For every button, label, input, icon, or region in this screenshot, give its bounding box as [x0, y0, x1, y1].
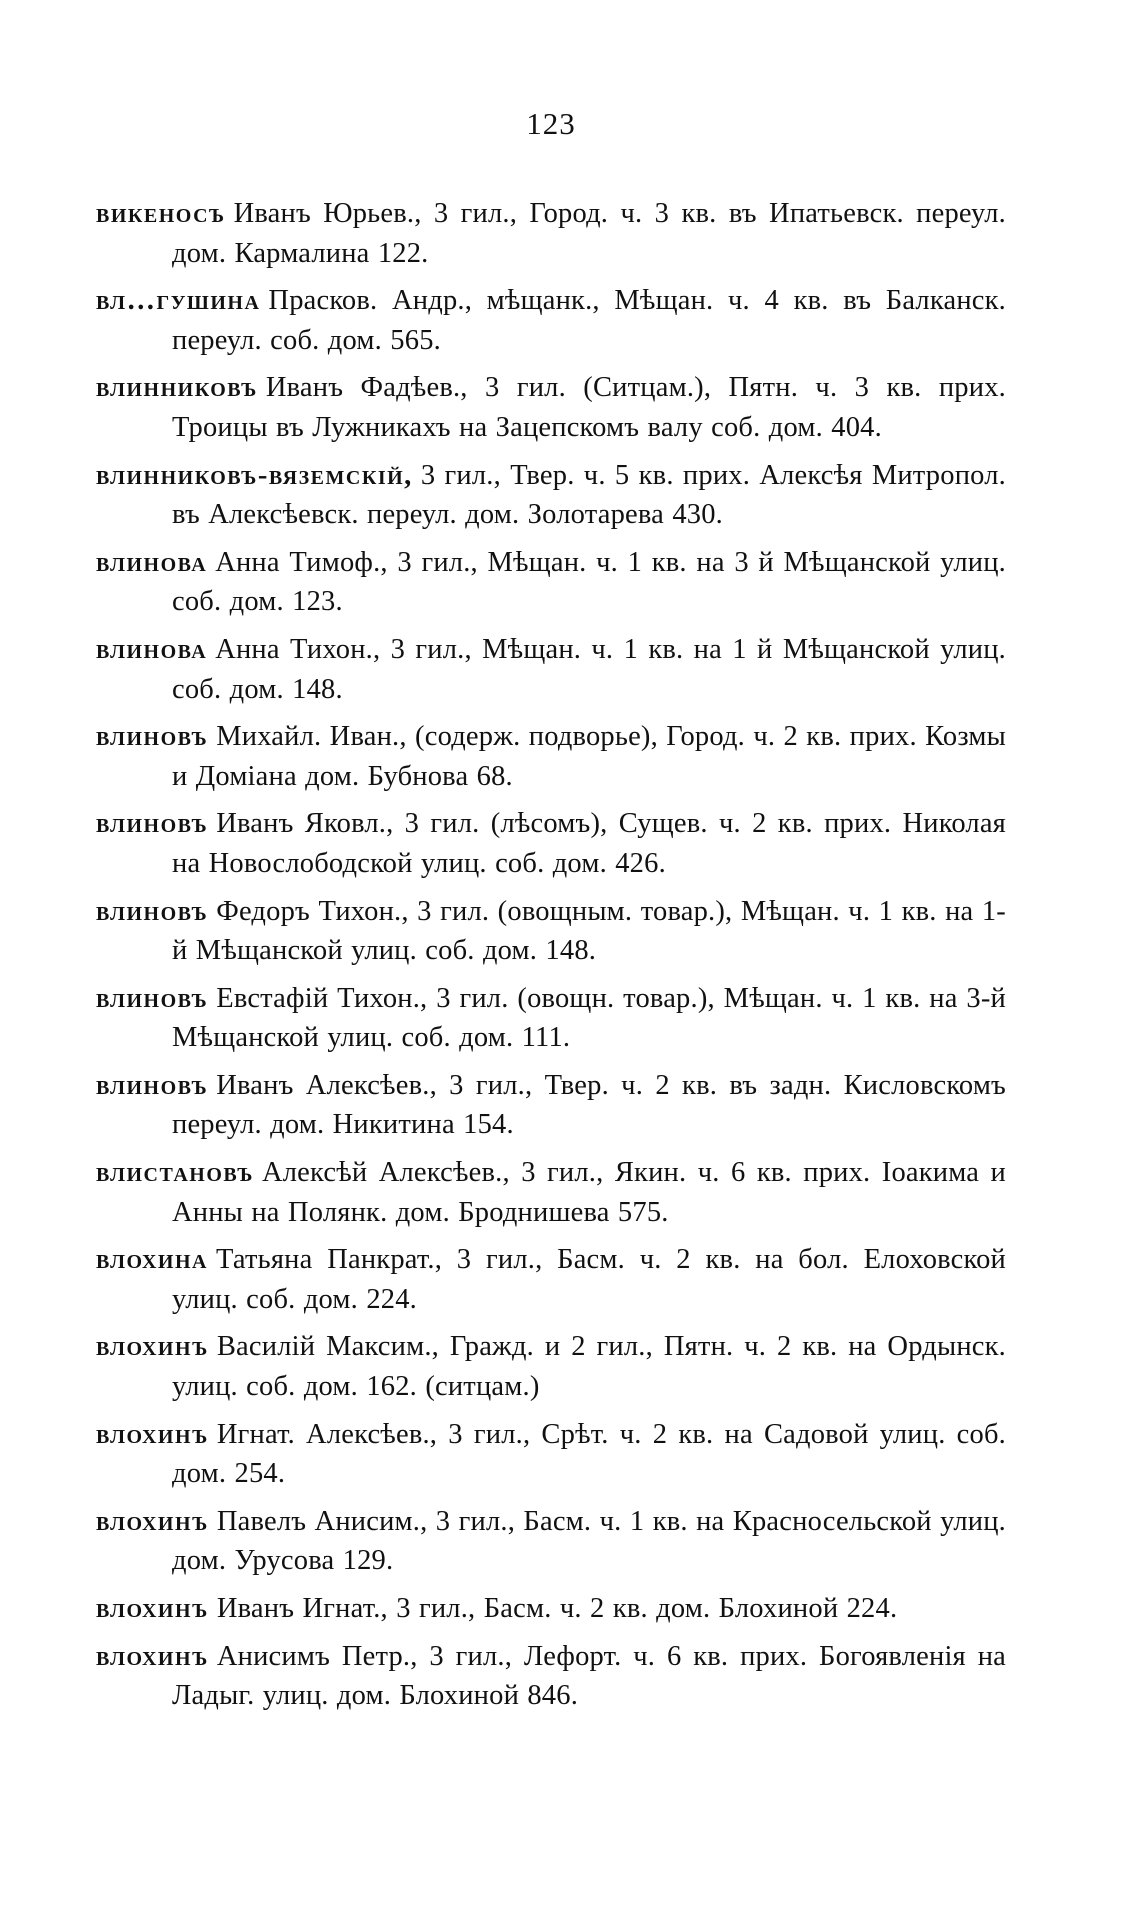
entry-text: Анна Тихон., 3 гил., Мѣщан. ч. 1 кв. на 1 й Мѣщанской улиц. соб. дом. 148.: [172, 633, 1006, 705]
entry-surname: влохинъ: [96, 1505, 209, 1537]
entry-text: Евстафій Тихон., 3 гил. (овощн. товар.), Мѣщан. ч. 1 кв. на 3-й Мѣщанской улиц. соб. дом. 111.: [172, 982, 1006, 1054]
directory-entry: [96, 456, 1006, 535]
entry-surname: влиновъ: [96, 982, 209, 1014]
entry-text: Анисимъ Петр., 3 гил., Лефорт. ч. 6 кв. прих. Богоявленія на Ладыг. улиц. дом. Блохиной 846.: [172, 1640, 1006, 1712]
entry-text: Игнат. Алексѣев., 3 гил., Срѣт. ч. 2 кв. на Садовой улиц. соб. дом. 254.: [172, 1418, 1006, 1490]
entry-text: Алексѣй Алексѣев., 3 гил., Якин. ч. 6 кв. прих. Іоакима и Анны на Полянк. дом. Броднишева 575.: [172, 1157, 1006, 1228]
directory-entry: [96, 1637, 1006, 1716]
directory-entry: [96, 979, 1006, 1058]
entry-text: Иванъ Юрьев., 3 гил., Город. ч. 3 кв. въ Ипатьевск. переул. дом. Кармалина 122.: [172, 198, 1006, 269]
page-number: 123: [526, 106, 576, 141]
entry-text: Павелъ Анисим., 3 гил., Басм. ч. 1 кв. на Красносельской улиц. дом. Урусова 129.: [172, 1505, 1006, 1577]
entry-surname: влохинъ: [96, 1418, 209, 1450]
directory-entry: [96, 804, 1006, 883]
entry-text: Анна Тимоф., 3 гил., Мѣщан. ч. 1 кв. на 3 й Мѣщанской улиц. соб. дом. 123.: [172, 546, 1006, 618]
entry-surname: влинниковъ-вяземскій,: [96, 459, 413, 491]
entry-surname: влиновъ: [96, 808, 209, 840]
entry-text: Иванъ Игнат., 3 гил., Басм. ч. 2 кв. дом. Блохиной 224.: [216, 1593, 898, 1624]
entry-surname: викеносъ: [96, 198, 226, 229]
entry-text: Иванъ Фадѣев., 3 гил. (Ситцам.), Пятн. ч. 3 кв. прих. Троицы въ Лужникахъ на Зацепскомъ валу соб. дом. 404.: [172, 372, 1006, 443]
directory-entry: [96, 630, 1006, 709]
directory-entry: [96, 281, 1006, 360]
entry-surname: влинова: [96, 633, 208, 665]
directory-entry: [96, 717, 1006, 796]
entry-text: 3 гил., Твер. ч. 5 кв. прих. Алексѣя Митропол. въ Алексѣевск. переул. дом. Золотарева 430.: [172, 459, 1006, 531]
entry-text: Михайл. Иван., (содерж. подворье), Город. ч. 2 кв. прих. Козмы и Доміана дом. Бубнова 68.: [172, 721, 1006, 792]
entry-text: Татьяна Панкрат., 3 гил., Басм. ч. 2 кв. на бол. Елоховской улиц. соб. дом. 224.: [172, 1244, 1006, 1315]
entry-surname: влохинъ: [96, 1640, 209, 1672]
directory-entry: [96, 543, 1006, 622]
entry-text: Василій Максим., Гражд. и 2 гил., Пятн. ч. 2 кв. на Ордынск. улиц. соб. дом. 162. (ситцам.): [172, 1331, 1006, 1403]
entry-surname: влиновъ: [96, 721, 209, 753]
directory-entries: [96, 194, 1006, 1716]
entry-text: Прасков. Андр., мѣщанк., Мѣщан. ч. 4 кв. въ Балканск. переул. соб. дом. 565.: [172, 285, 1006, 356]
directory-entry: [96, 1502, 1006, 1581]
directory-entry: [96, 1066, 1006, 1145]
entry-surname: влохинъ: [96, 1331, 209, 1363]
directory-entry: [96, 1153, 1006, 1232]
entry-surname: влохина: [96, 1244, 208, 1276]
directory-entry: [96, 1240, 1006, 1319]
entry-text: Федоръ Тихон., 3 гил. (овощным. товар.), Мѣщан. ч. 1 кв. на 1-й Мѣщанской улиц. соб. дом. 148.: [172, 895, 1006, 967]
entry-text: Иванъ Яковл., 3 гил. (лѣсомъ), Сущев. ч. 2 кв. прих. Николая на Новослободской улиц. соб. дом. 426.: [172, 808, 1006, 879]
entry-surname: влинниковъ: [96, 372, 258, 404]
entry-surname: вл…гушина: [96, 285, 261, 317]
directory-entry: [96, 892, 1006, 971]
entry-surname: влиновъ: [96, 1069, 209, 1101]
directory-entry: [96, 1327, 1006, 1406]
directory-entry: [96, 1415, 1006, 1494]
entry-surname: влинова: [96, 546, 208, 578]
directory-entry: [96, 368, 1006, 447]
entry-text: Иванъ Алексѣев., 3 гил., Твер. ч. 2 кв. въ задн. Кисловскомъ переул. дом. Никитина 154.: [172, 1069, 1006, 1141]
directory-entry: [96, 194, 1006, 273]
directory-entry: [96, 1589, 1006, 1629]
entry-surname: влиновъ: [96, 895, 209, 927]
entry-surname: влохинъ: [96, 1593, 209, 1624]
book-page: [96, 104, 1006, 1884]
entry-surname: влистановъ: [96, 1157, 254, 1189]
